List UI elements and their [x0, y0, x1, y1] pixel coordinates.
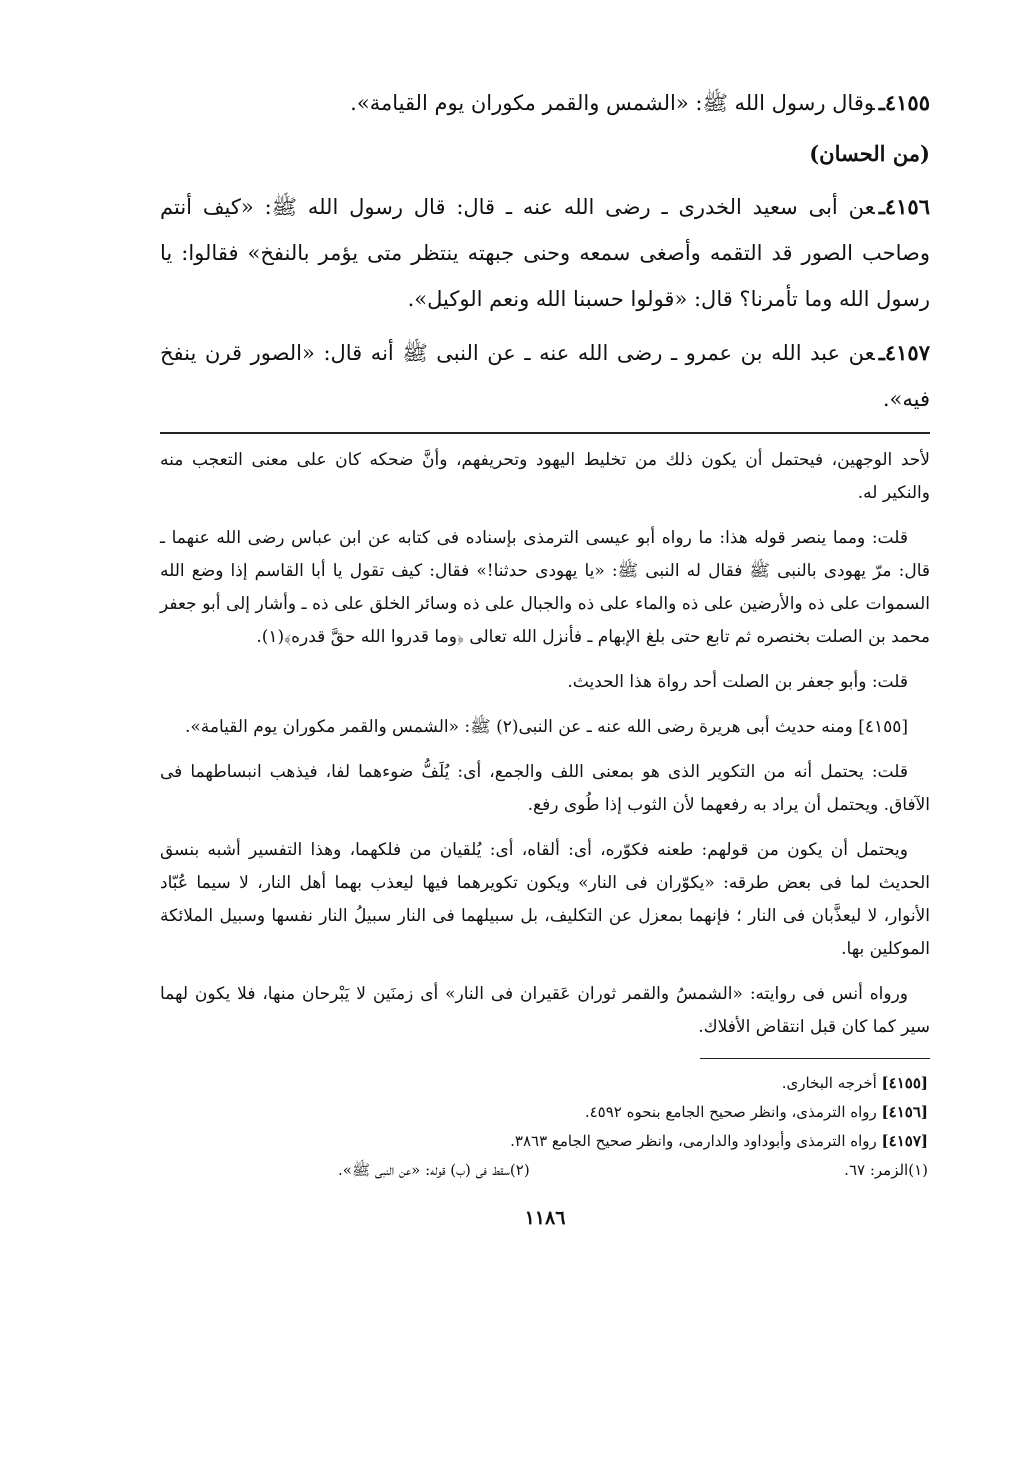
section-divider: [160, 432, 930, 434]
footnote-ref: [٤١٥٦]: [881, 1103, 928, 1121]
footnote-ref: [٤١٥٥]: [881, 1074, 928, 1092]
hadith-4156: [160, 184, 930, 322]
hadith-4157: [160, 330, 930, 422]
commentary-paragraph: لأحد الوجهين، فيحتمل أن يكون ذلك من تخليط اليهود وتحريفهم، وأنَّ ضحكه كان على معنى التعجب منه والنكير له.: [160, 450, 930, 503]
footnote-4156: [160, 1098, 928, 1127]
commentary-paragraph: قلت: وأبو جعفر بن الصلت أحد رواة هذا الحديث.: [567, 672, 908, 692]
footnote-pair: [338, 1156, 928, 1185]
hadith-text: عن أبى سعيد الخدرى ـ رضى الله عنه ـ قال: قال رسول الله ﷺ: «كيف أنتم وصاحب الصور قد التقمه وأصغى سمعه وحنى جبهته ينتظر متى يؤمر بالنفخ» فقالوا: يا رسول الله وما تأمرنا؟ قال: «قولوا حسبنا الله ونعم الوكيل».: [160, 195, 930, 311]
commentary-paragraph: ويحتمل أن يكون من قولهم: طعنه فكوّره، أى: ألقاه، أى: يُلقيان من فلكهما، وهذا التفسير أشبه بنسق الحديث لما فى بعض طرقه: «يكوّران فى النار» ويكون تكويرهما فيها ليعذب بهما أهل النار، لا سيما عُبّاد الأنوار، لا ليعذَّبان فى النار ؛ فإنهما بمعزل عن التكليف، بل سبيلهما فى النار سبيلُ النار نفسها وسبيل الملائكة الموكلين بها.: [160, 840, 930, 959]
footnote-1: (١)الزمر: ٦٧.: [844, 1161, 928, 1179]
commentary-paragraph: قلت: يحتمل أنه من التكوير الذى هو بمعنى اللف والجمع، أى: يُلَفُّ ضوءهما لفا، فيذهب انبساطهما فى الآفاق. ويحتمل أن يراد به رفعهما لأن الثوب إذا طُوى رفع.: [160, 762, 930, 815]
footnote-4157: [160, 1127, 928, 1156]
book-page: [160, 80, 930, 1229]
footnote-4155: [160, 1069, 928, 1098]
footnote-text: رواه الترمذى وأبوداود والدارمى، وانظر صحيح الجامع ٣٨٦٣.: [510, 1132, 882, 1150]
footnote-text: رواه الترمذى، وانظر صحيح الجامع بنحوه ٤٥٩٢.: [584, 1103, 882, 1121]
footnotes: [160, 1069, 930, 1185]
hadith-text: عن عبد الله بن عمرو ـ رضى الله عنه ـ عن النبى ﷺ أنه قال: «الصور قرن ينفخ فيه».: [160, 341, 930, 411]
commentary-paragraph: قلت: ومما ينصر قوله هذا: ما رواه أبو عيسى الترمذى بإسناده فى كتابه عن ابن عباس رضى الله عنهما ـ قال: مرّ يهودى بالنبى ﷺ فقال له النبى ﷺ: «يا يهودى حدثنا!» فقال: كيف تقول يا أبا القاسم إذا وضع الله السموات على ذه والأرضين على ذه والماء على ذه والجبال على ذه وسائر الخلق على ذه ـ وأشار إلى أبو جعفر محمد بن الصلت بخنصره ثم تابع حتى بلغ الإبهام ـ فأنزل الله تعالى ﴿وما قدروا الله حقَّ قدره﴾(١).: [160, 528, 930, 647]
footnote-ref: [٤١٥٧]: [881, 1132, 928, 1150]
hadith-number: ٤١٥٥ـ: [878, 90, 930, 115]
commentary-paragraph: ورواه أنس فى روايته: «الشمسُ والقمر ثوران عَقيران فى النار» أى زمنَين لا يَبْرحان منها، فلا يكون لهما سير كما كان قبل انتقاض الأفلاك.: [160, 984, 930, 1037]
hadith-4155: [160, 80, 930, 126]
hadith-text: وقال رسول الله ﷺ: «الشمس والقمر مكوران يوم القيامة».: [350, 91, 875, 115]
footnote-text: أخرجه البخارى.: [781, 1074, 882, 1092]
hadith-number: ٤١٥٧ـ: [878, 340, 930, 365]
page-number: ١١٨٦: [524, 1207, 566, 1229]
commentary-paragraph: [٤١٥٥] ومنه حديث أبى هريرة رضى الله عنه ـ عن النبى(٢) ﷺ: «الشمس والقمر مكوران يوم القيامة».: [184, 717, 908, 737]
grade-heading: (من الحسان): [809, 141, 930, 166]
hadith-number: ٤١٥٦ـ: [878, 194, 930, 219]
footnote-2: (٢)سقط فى (ب) قوله: «عن النبى ﷺ».: [338, 1161, 530, 1179]
footnote-divider: [700, 1058, 930, 1059]
